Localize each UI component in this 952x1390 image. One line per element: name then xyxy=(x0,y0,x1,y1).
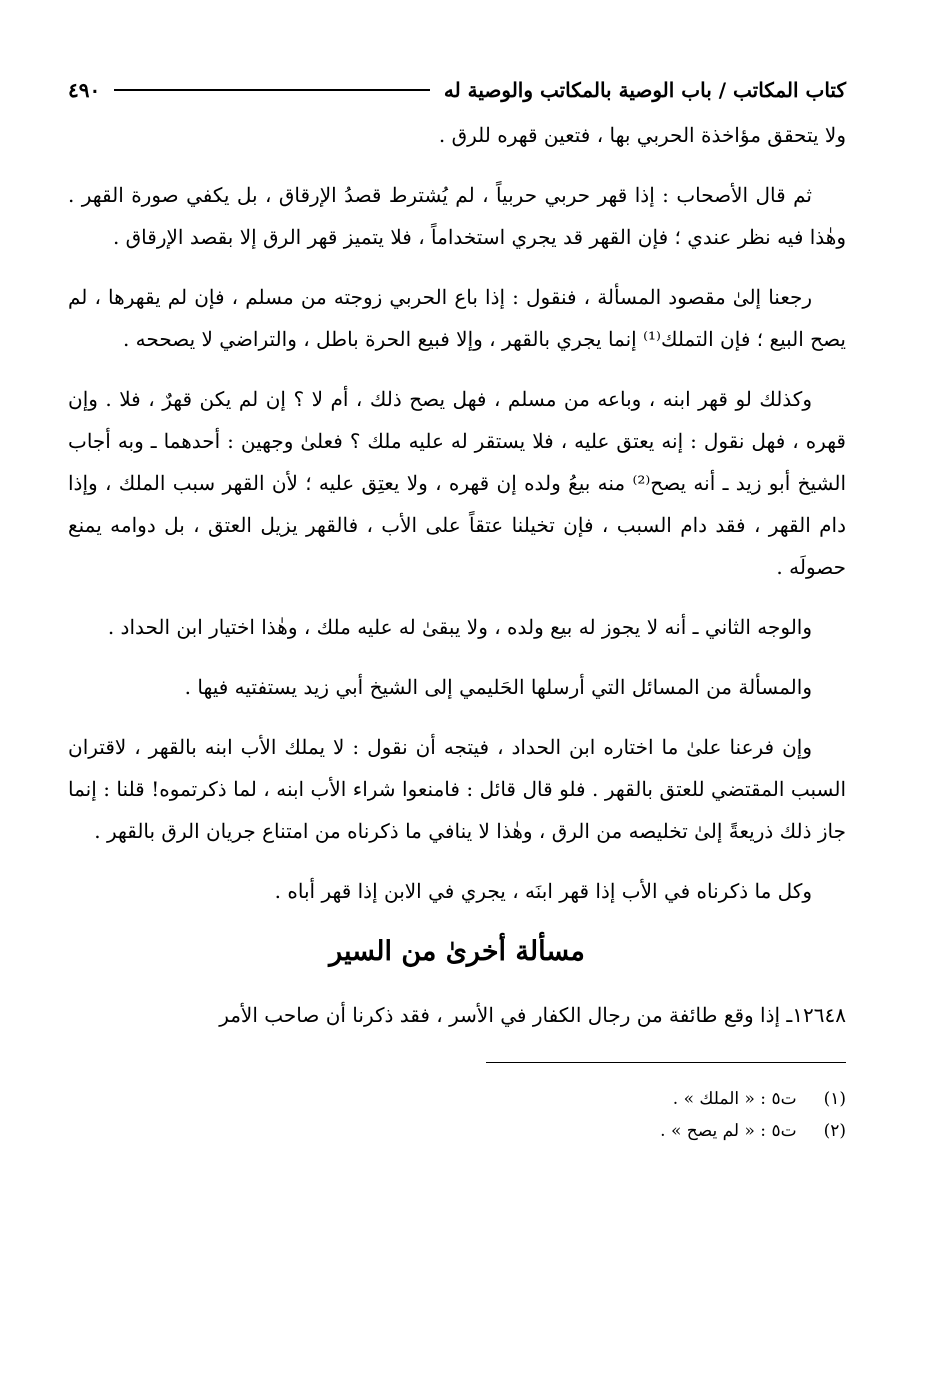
page-number: ٤٩٠ xyxy=(68,78,101,102)
footnote xyxy=(68,1083,846,1115)
paragraph: ١٢٦٤٨ـ إذا وقع طائفة من رجال الكفار في الأسر ، فقد ذكرنا أن صاحب الأمر xyxy=(219,1003,846,1027)
paragraph: وإن فرعنا علىٰ ما اختاره ابن الحداد ، فيتجه أن نقول : لا يملك الأب ابنه بالقهر ، لاقتران السبب المقتضي للعتق بالقهر . فلو قال قائل : فامنعوا شراء الأب ابنه ، لما ذكرتموه! قلنا : إنما جاز ذلك ذريعةً إلىٰ تخليصه من الرق ، وهٰذا لا ينافي ما ذكرناه من امتناع جريان الرق بالقهر . xyxy=(68,735,846,843)
main-text xyxy=(68,114,846,912)
footnote xyxy=(68,1115,846,1147)
book-page xyxy=(68,70,846,1360)
footnote-number: (٢) xyxy=(823,1121,846,1141)
paragraph: ثم قال الأصحاب : إذا قهر حربي حربياً ، لم يُشترط قصدُ الإرقاق ، بل يكفي صورة القهر . وهٰذا فيه نظر عندي ؛ فإن القهر قد يجري استخداماً ، فلا يتميز قهر الرق إلا بقصد الإرقاق . xyxy=(68,183,846,249)
section-heading: مسألة أخرىٰ من السير xyxy=(329,936,585,967)
footnotes xyxy=(68,1083,846,1147)
paragraph: وكل ما ذكرناه في الأب إذا قهر ابنَه ، يجري في الابن إذا قهر أباه . xyxy=(274,879,812,903)
paragraph: وكذلك لو قهر ابنه ، وباعه من مسلم ، فهل يصح ذلك ، أم لا ؟ إن لم يكن قهرٌ ، فلا . وإن قهره ، فهل نقول : إنه يعتق عليه ، فلا يستقر له عليه ملك ؟ فعلىٰ وجهين : أحدهما ـ وبه أجاب الشيخ أبو زيد ـ أنه يصح⁽²⁾ منه بيعُ ولده إن قهره ، ولا يعتِق عليه ؛ لأن القهر سبب الملك ، وإذا دام القهر ، فقد دام السبب ، فإن تخيلنا عتقاً على الأب ، فالقهر يزيل العتق ، بل دوامه يمنع حصولَه . xyxy=(68,387,846,579)
footnote-rule xyxy=(486,1062,846,1063)
footnote-text: ت٥ : « الملك » . xyxy=(672,1089,797,1109)
paragraph: والوجه الثاني ـ أنه لا يجوز له بيع ولده ، ولا يبقىٰ له عليه ملك ، وهٰذا اختيار ابن الحداد . xyxy=(107,615,812,639)
footnote-number: (١) xyxy=(823,1089,846,1109)
paragraph: والمسألة من المسائل التي أرسلها الحَليمي إلى الشيخ أبي زيد يستفتيه فيها . xyxy=(184,675,812,699)
paragraph: رجعنا إلىٰ مقصود المسألة ، فنقول : إذا باع الحربي زوجته من مسلم ، فإن لم يقهرها ، لم يصح البيع ؛ فإن التملك⁽¹⁾ إنما يجري بالقهر ، وإلا فبيع الحرة باطل ، والتراضي لا يصححه . xyxy=(68,285,846,351)
paragraph: ولا يتحقق مؤاخذة الحربي بها ، فتعين قهره للرق . xyxy=(438,123,846,147)
running-title: كتاب المكاتب / باب الوصية بالمكاتب والوصية له xyxy=(443,78,846,102)
running-header xyxy=(68,70,846,110)
header-rule xyxy=(114,89,430,91)
footnote-text: ت٥ : « لم يصح » . xyxy=(660,1121,797,1141)
